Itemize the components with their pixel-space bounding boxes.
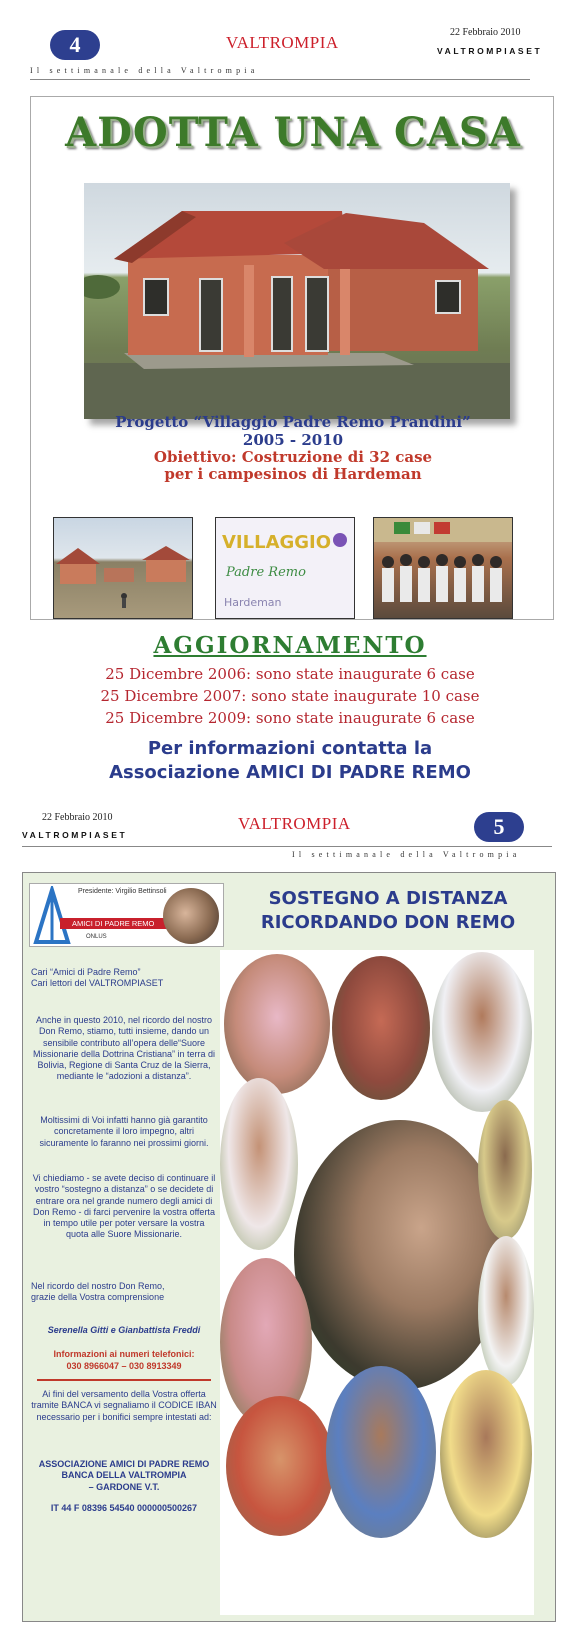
- adopt-a-house-ad: [30, 96, 554, 620]
- project-name: Progetto “Villaggio Padre Remo Prandini”: [115, 413, 471, 431]
- bank-recipient: [31, 1459, 217, 1493]
- logo-president: Presidente: Virgilio Bettinsoli: [78, 888, 167, 895]
- triangle-logo-icon: [32, 886, 72, 946]
- logo-name: AMICI DI PADRE REMO: [60, 918, 170, 929]
- letter-greeting: [31, 967, 217, 990]
- issue-date: 22 Febbraio 2010: [42, 812, 113, 823]
- signatures: Serenella Gitti e Gianbattista Freddi: [47, 1325, 201, 1335]
- distance-support-ad: [22, 872, 556, 1622]
- inauguration-group-photo: [373, 517, 513, 619]
- house-photo: [84, 183, 510, 419]
- greeting-line: Cari lettori del VALTROMPIASET: [31, 978, 164, 989]
- letter-paragraph: Moltissimi di Voi infatti hanno già garantito concretamente il loro impegno, altri sicuramente lo faranno nei prossimi giorni.: [39, 1115, 209, 1148]
- header-rule: [22, 846, 552, 847]
- child-photo: [432, 952, 532, 1112]
- tagline: Il settimanale della Valtrompia: [292, 850, 521, 859]
- update-heading: AGGIORNAMENTO: [153, 632, 427, 659]
- phone-numbers: 030 8966047 – 030 8913349: [66, 1361, 182, 1371]
- tagline: Il settimanale della Valtrompia: [30, 66, 259, 75]
- project-goal: Obiettivo: Costruzione di 32 case: [153, 448, 433, 466]
- child-photo: [332, 956, 430, 1100]
- ad-title: ADOTTA UNA CASA: [65, 109, 521, 156]
- association-logo: [29, 883, 224, 947]
- phones-label: Informazioni ai numeri telefonici:: [53, 1349, 195, 1359]
- masthead: VALTROMPIA: [226, 33, 339, 52]
- child-photo: [478, 1100, 532, 1240]
- village-street-photo: [53, 517, 193, 619]
- page-number-badge: 5: [474, 812, 524, 842]
- svg-text:Padre Remo: Padre Remo: [226, 565, 306, 580]
- masthead: VALTROMPIA: [238, 814, 351, 833]
- info-line-1: Per informazioni contatta la: [147, 738, 433, 759]
- iban-code: IT 44 F 08396 54540 000000500267: [50, 1503, 198, 1513]
- child-photo: [440, 1370, 532, 1538]
- support-headline-line-2: RICORDANDO DON REMO: [260, 912, 516, 933]
- child-photo: [224, 954, 330, 1094]
- closing-line: grazie della Vostra comprensione: [31, 1292, 165, 1303]
- support-headline: [229, 887, 547, 935]
- don-remo-portrait: [294, 1120, 506, 1390]
- closing-line: Nel ricordo del nostro Don Remo,: [31, 1281, 165, 1291]
- child-photo: [220, 1078, 298, 1250]
- svg-text:VILLAGGIO: VILLAGGIO: [222, 532, 332, 553]
- greeting-line: Cari “Amici di Padre Remo”: [31, 967, 141, 977]
- child-photo: [478, 1236, 534, 1386]
- logo-portrait: [163, 888, 219, 944]
- info-line-2: Associazione AMICI DI PADRE REMO: [109, 762, 471, 783]
- child-photo: [326, 1366, 436, 1538]
- bank-line: ASSOCIAZIONE AMICI DI PADRE REMO: [38, 1459, 210, 1469]
- project-years: 2005 - 2010: [242, 431, 344, 449]
- support-headline-line-1: SOSTEGNO A DISTANZA: [268, 888, 508, 909]
- bank-line: BANCA DELLA VALTROMPIA: [61, 1470, 187, 1481]
- letter-paragraph: Anche in questo 2010, nel ricordo del nostro Don Remo, stiamo, tutti insieme, dando un sensibile contributo all’opera delle“Suore Missionarie della Dottrina Cristiana” in terra di Bolivia, Regione di Santa Cruz de la Sierra, mediante le “adozioni a distanza”.: [32, 1015, 216, 1082]
- paper-name: VALTROMPIASET: [22, 830, 128, 840]
- village-sign-photo: [215, 517, 355, 619]
- newspaper-page-4: [0, 0, 580, 810]
- letter-closing: [31, 1281, 217, 1304]
- page-number-badge: 4: [50, 30, 100, 60]
- update-line: 25 Dicembre 2006: sono state inaugurate 6 case: [105, 665, 475, 683]
- child-photo: [226, 1396, 334, 1536]
- letter-paragraph: Vi chiediamo - se avete deciso di continuare il vostro “sostegno a distanza” o se decidete di entrare ora nel grande numero degli amici di Don Remo - di farci pervenire la vostra offerta in tempo utile per poter versare la vostra quota alle Suore Missionarie.: [32, 1173, 216, 1240]
- bank-paragraph: Ai fini del versamento della Vostra offerta tramite BANCA vi segnaliamo il CODICE IBAN necessario per i bonifici sempre intestati ad:: [31, 1389, 217, 1422]
- header-rule: [30, 79, 530, 80]
- bank-line: – GARDONE V.T.: [88, 1481, 160, 1492]
- update-line: 25 Dicembre 2009: sono state inaugurate 6 case: [105, 709, 475, 727]
- issue-date: 22 Febbraio 2010: [450, 27, 521, 38]
- children-photo-collage: [220, 950, 534, 1615]
- logo-suffix: ONLUS: [86, 934, 107, 940]
- paper-name: VALTROMPIASET: [437, 46, 543, 56]
- svg-text:Hardeman: Hardeman: [224, 596, 282, 609]
- project-goal-2: per i campesinos di Hardeman: [164, 465, 422, 483]
- update-line: 25 Dicembre 2007: sono state inaugurate 10 case: [100, 687, 480, 705]
- divider: [37, 1379, 211, 1381]
- newspaper-page-5: [0, 812, 580, 1626]
